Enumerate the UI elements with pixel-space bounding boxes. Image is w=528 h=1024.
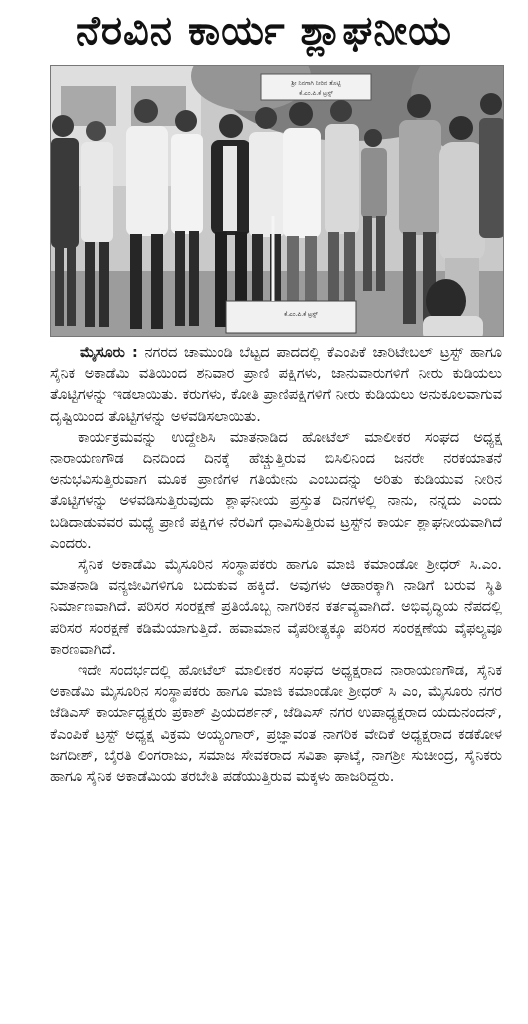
article-paragraph-4: ಇದೇ ಸಂದರ್ಭದಲ್ಲಿ ಹೋಟೆಲ್ ಮಾಲೀಕರ ಸಂಘದ ಅಧ್ಯಕ್ಷರಾದ ನಾರಾಯಣಗೌಡ, ಸೈನಿಕ ಅಕಾಡೆಮಿ ಮೈಸೂರಿನ ಸಂಸ್ಥಾಪಕರು ಹಾಗೂ ಮಾಜಿ ಕಮಾಂಡೋ ಶ್ರೀಧರ್ ಸಿ ಎಂ, ಮೈಸೂರು ನಗರ ಜೆಡಿಎಸ್ ಕಾರ್ಯಾಧ್ಯಕ್ಷರು ಪ್ರಕಾಶ್ ಪ್ರಿಯದರ್ಶನ್, ಜೆಡಿಎಸ್ ನಗರ ಉಪಾಧ್ಯಕ್ಷರಾದ ಯದುನಂದನ್, ಕೆಎಂಪಿಕೆ ಟ್ರಸ್ಟ್ ಅಧ್ಯಕ್ಷ ವಿಕ್ರಮ ಅಯ್ಯಂಗಾರ್, ಪ್ರಜ್ಞಾವಂತ ನಾಗರಿಕ ವೇದಿಕೆ ಅಧ್ಯಕ್ಷರಾದ ಕಡಕೋಳ ಜಗದೀಶ್, ಬೈರತಿ ಲಿಂಗರಾಜು, ಸಮಾಜ ಸೇವಕರಾದ ಸವಿತಾ ಘಾಟ್ಕೆ, ನಾಗಶ್ರೀ ಸುಚೀಂದ್ರ, ಸೈನಿಕರು ಹಾಗೂ ಸೈನಿಕ ಅಕಾಡೆಮಿಯ ತರಬೇತಿ ಪಡೆಯುತ್ತಿರುವ ಮಕ್ಕಳು ಹಾಜರಿದ್ದರು. <box>50 663 502 786</box>
dateline: ಮೈಸೂರು : <box>80 345 138 361</box>
article-paragraph-2: ಕಾರ್ಯಕ್ರಮವನ್ನು ಉದ್ದೇಶಿಸಿ ಮಾತನಾಡಿದ ಹೋಟೆಲ್ ಮಾಲೀಕರ ಸಂಘದ ಅಧ್ಯಕ್ಷ ನಾರಾಯಣಗೌಡ ದಿನದಿಂದ ದಿನಕ್ಕೆ ಹೆಚ್ಚುತ್ತಿರುವ ಬಿಸಿಲಿನಿಂದ ಜನರೇ ನರಕಯಾತನೆ ಅನುಭವಿಸುತ್ತಿರುವಾಗ ಮೂಕ ಪ್ರಾಣಿಗಳ ಗತಿಯೇನು ಎಂಬುದನ್ನು ಅರಿತು ಕುಡಿಯುವ ನೀರಿನ ತೊಟ್ಟಿಗಳನ್ನು ಅಳವಡಿಸುತ್ತಿರುವುದು ಶ್ಲಾಘನೀಯ ಪ್ರಸ್ತುತ ದಿನಗಳಲ್ಲಿ ನಾನು, ನನ್ನದು ಎಂದು ಬಡಿದಾಡುವವರ ಮಧ್ಯೆ ಪ್ರಾಣಿ ಪಕ್ಷಿಗಳ ನೆರವಿಗೆ ಧಾವಿಸುತ್ತಿರುವ ಟ್ರಸ್ಟ್‌ನ ಕಾರ್ಯ ಶ್ಲಾಘನೀಯವಾಗಿದೆ ಎಂದರು. <box>50 429 502 552</box>
news-photo <box>50 65 504 337</box>
banner-line-1: ಶ್ರೀ ನಿನಗಾಗಿ ನೀರಿನ ತೊಟ್ಟಿ <box>291 80 341 87</box>
news-photo-illustration <box>51 66 503 336</box>
article-body <box>50 343 502 788</box>
article-paragraph-3: ಸೈನಿಕ ಅಕಾಡೆಮಿ ಮೈಸೂರಿನ ಸಂಸ್ಥಾಪಕರು ಹಾಗೂ ಮಾಜಿ ಕಮಾಂಡೋ ಶ್ರೀಧರ್ ಸಿ.ಎಂ. ಮಾತನಾಡಿ ವನ್ಯಜೀವಿಗಳಿಗೂ ಬದುಕುವ ಹಕ್ಕಿದೆ. ಅವುಗಳು ಆಹಾರಕ್ಕಾಗಿ ನಾಡಿಗೆ ಬರುವ ಸ್ಥಿತಿ ನಿರ್ಮಾಣವಾಗಿದೆ. ಪರಿಸರ ಸಂರಕ್ಷಣೆ ಪ್ರತಿಯೊಬ್ಬ ನಾಗರಿಕನ ಕರ್ತವ್ಯವಾಗಿದೆ. ಅಭಿವೃದ್ಧಿಯ ನೆಪದಲ್ಲಿ ಪರಿಸರ ಸಂರಕ್ಷಣೆ ಕಡಿಮೆಯಾಗುತ್ತಿದೆ. ಹವಾಮಾನ ವೈಪರೀತ್ಯಕ್ಕೂ ಪರಿಸರ ಸಂರಕ್ಷಣೆಯ ವೈಫಲ್ಯವೂ ಕಾರಣವಾಗಿದೆ. <box>50 557 502 658</box>
article-paragraph-1 <box>50 343 502 428</box>
headline: ನೆರವಿನ ಕಾರ್ಯ ಶ್ಲಾಘನೀಯ <box>75 8 452 54</box>
trough-plaque-text: ಕೆ.ಎಂ.ಪಿ.ಕೆ ಟ್ರಸ್ಟ್ <box>284 311 318 318</box>
banner-line-2: ಕೆ.ಎಂ.ಪಿ.ಕೆ ಟ್ರಸ್ಟ್ <box>299 90 333 97</box>
paragraph-1-text: ನಗರದ ಚಾಮುಂಡಿ ಬೆಟ್ಟದ ಪಾದದಲ್ಲಿ ಕೆಎಂಪಿಕೆ ಚಾರಿಟೇಬಲ್ ಟ್ರಸ್ಟ್ ಹಾಗೂ ಸೈನಿಕ ಅಕಾಡೆಮಿ ವತಿಯಿಂದ ಶನಿವಾರ ಪ್ರಾಣಿ ಪಕ್ಷಿಗಳು, ಜಾನುವಾರುಗಳಿಗೆ ನೀರು ಕುಡಿಯಲು ತೊಟ್ಟಿಗಳನ್ನು ಇಡಲಾಯಿತು. ಕರುಗಳು, ಕೋತಿ ಪ್ರಾಣಿಪಕ್ಷಿಗಳಿಗೆ ನೀರು ಕುಡಿಯಲು ಅನುಕೂಲವಾಗುವ ದೃಷ್ಟಿಯಿಂದ ತೊಟ್ಟಿಗಳನ್ನು ಅಳವಡಿಸಲಾಯಿತು. <box>50 345 502 425</box>
